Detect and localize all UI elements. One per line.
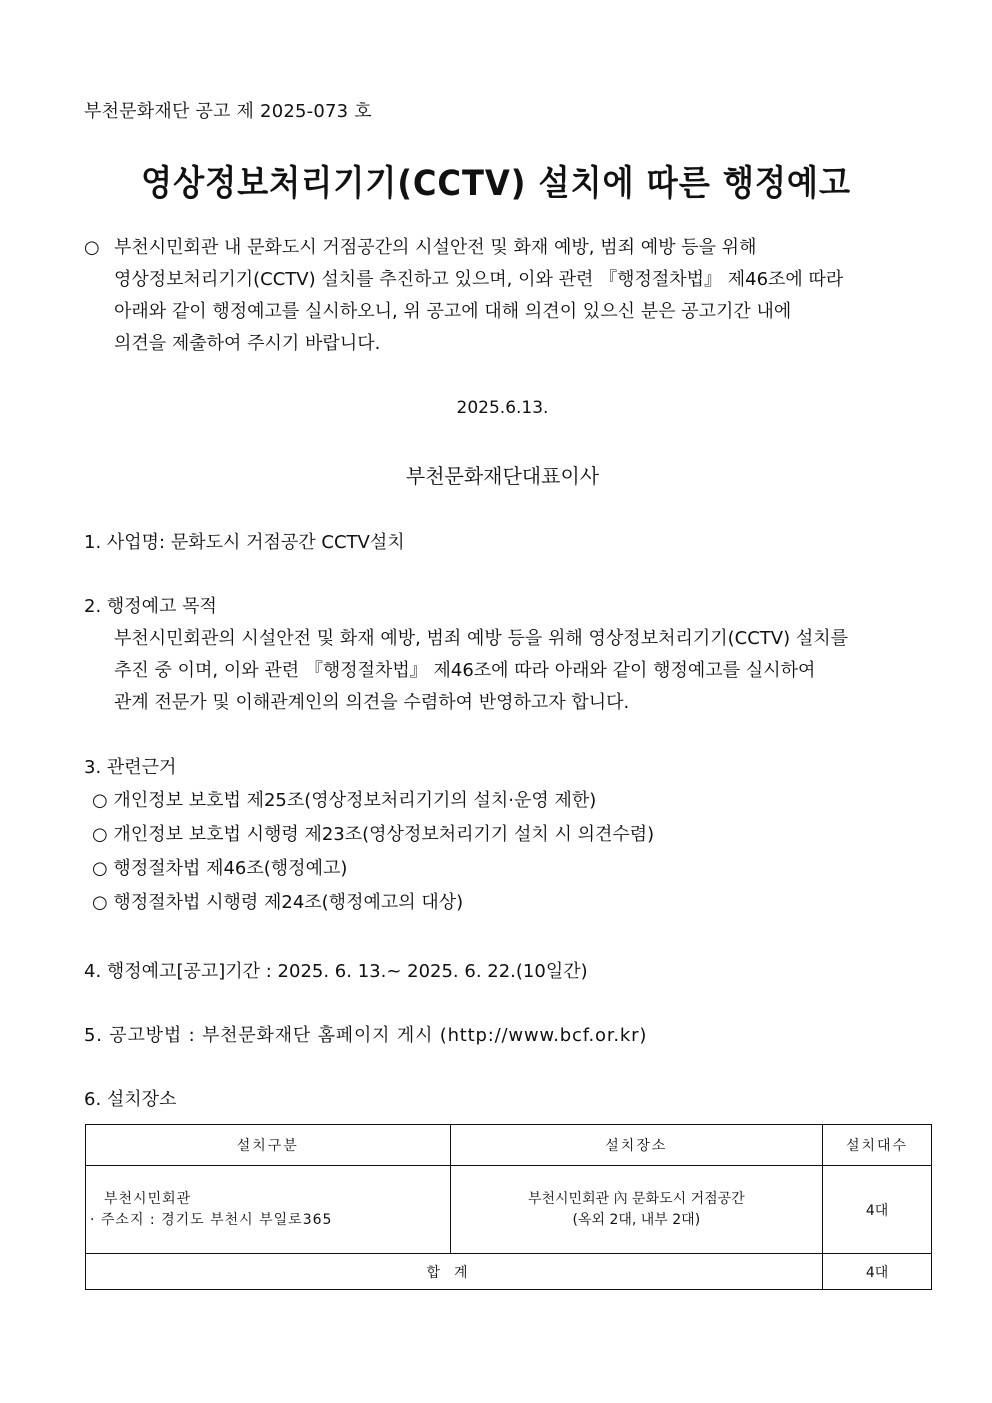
table-total-row (86, 1254, 932, 1290)
place-line-2: (옥외 2대, 내부 2대) (572, 1211, 701, 1228)
section-project-name (84, 527, 405, 559)
legal-basis-item: ○ 행정절차법 제46조(행정예고) (92, 858, 348, 879)
intro-line-1: ○ 부천시민회관 내 문화도시 거점공간의 시설안전 및 화재 예방, 범죄 예방 등을 위해 (84, 232, 843, 264)
legal-basis-item: ○ 개인정보 보호법 제25조(영상정보처리기기의 설치·운영 제한) (92, 790, 597, 811)
table-row (86, 1166, 932, 1254)
table-header-row (86, 1125, 932, 1166)
install-location-table (85, 1124, 932, 1290)
category-name: 부천시민회관 (104, 1190, 192, 1207)
total-label-cell (86, 1254, 823, 1290)
category-address: · 주소지 : 경기도 부천시 부일로365 (90, 1211, 333, 1228)
category-cell (86, 1166, 451, 1254)
notice-number: 부천문화재단 공고 제 2025-073 호 (84, 101, 372, 122)
header-category: 설치구분 (86, 1125, 451, 1166)
section-heading: 4. 행정예고[공고]기간 : 2025. 6. 13.~ 2025. 6. 22.(10일간) (84, 961, 588, 982)
section-heading: 6. 설치장소 (84, 1089, 177, 1110)
total-count-cell: 4대 (823, 1254, 932, 1290)
section-install-location (84, 1084, 176, 1116)
header-place: 설치장소 (450, 1125, 823, 1166)
section-notice-period (84, 956, 588, 988)
section-heading: 1. 사업명: 문화도시 거점공간 CCTV설치 (84, 532, 405, 553)
intro-paragraph (84, 232, 843, 360)
section-legal-basis (84, 752, 654, 920)
place-line-1: 부천시민회관 內 문화도시 거점공간 (527, 1190, 745, 1207)
signer: 부천문화재단대표이사 (405, 464, 600, 488)
header-count: 설치대수 (823, 1125, 932, 1166)
section-heading: 3. 관련근거 (84, 757, 177, 778)
intro-line-3: 아래와 같이 행정예고를 실시하오니, 위 공고에 대해 의견이 있으신 분은 공고기간 내에 (114, 301, 792, 322)
section-heading: 2. 행정예고 목적 (84, 596, 217, 617)
notice-date: 2025.6.13. (456, 398, 549, 418)
intro-line-2: 영상정보처리기기(CCTV) 설치를 추진하고 있으며, 이와 관련 『행정절차법』 제46조에 따라 (114, 269, 844, 290)
document-title: 영상정보처리기기(CCTV) 설치에 따른 행정예고 (141, 164, 851, 204)
circle-bullet-icon: ○ (84, 237, 100, 258)
legal-basis-item: ○ 개인정보 보호법 시행령 제23조(영상정보처리기기 설치 시 의견수렴) (92, 824, 655, 845)
total-label: 합계 (426, 1264, 482, 1281)
section-purpose (84, 591, 848, 719)
place-cell (450, 1166, 823, 1254)
section-heading: 5. 공고방법 : 부천문화재단 홈페이지 게시 (http://www.bcf.or.kr) (84, 1025, 648, 1046)
purpose-line-1: 부천시민회관의 시설안전 및 화재 예방, 범죄 예방 등을 위해 영상정보처리기기(CCTV) 설치를 (114, 628, 849, 649)
purpose-line-3: 관계 전문가 및 이해관계인의 의견을 수렴하여 반영하고자 합니다. (114, 692, 630, 713)
section-notice-method (84, 1020, 647, 1052)
intro-line-4: 의견을 제출하여 주시기 바랍니다. (114, 333, 381, 354)
legal-basis-item: ○ 행정절차법 시행령 제24조(행정예고의 대상) (92, 892, 464, 913)
count-cell: 4대 (823, 1166, 932, 1254)
purpose-line-2: 추진 중 이며, 이와 관련 『행정절차법』 제46조에 따라 아래와 같이 행정예고를 실시하여 (114, 660, 816, 681)
